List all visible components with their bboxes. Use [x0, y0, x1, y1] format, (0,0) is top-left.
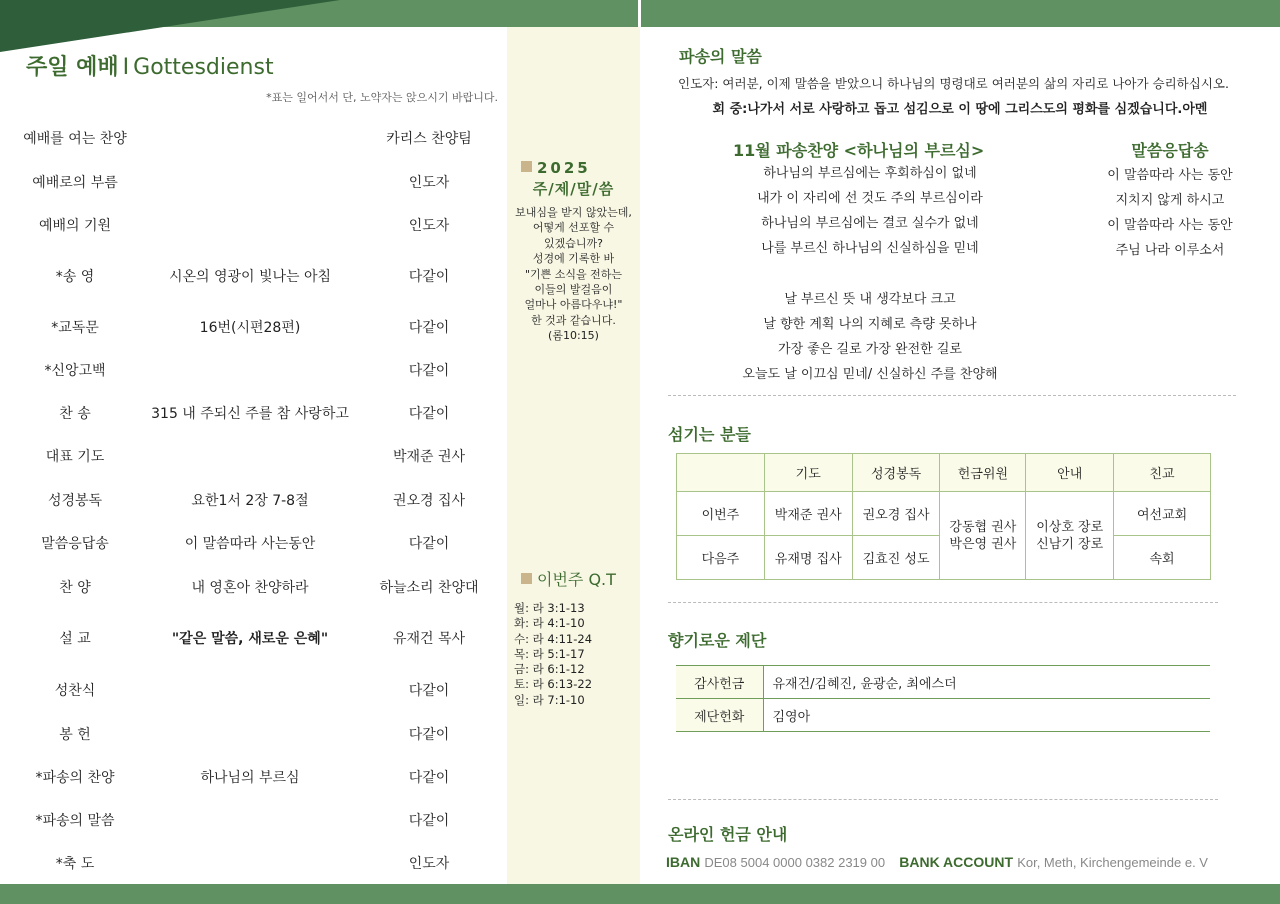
- qt-item: 화: 라 4:1-10: [514, 616, 585, 631]
- order-item-name: *파송의 찬양: [35, 770, 115, 786]
- order-item-name: *교독문: [51, 320, 99, 336]
- qt-list: [514, 601, 634, 708]
- order-item-content: 이 말씀따라 사는동안: [184, 536, 316, 552]
- offering-label: 제단헌화: [676, 699, 763, 732]
- order-item-leader: 인도자: [408, 175, 450, 191]
- order-row: [0, 628, 505, 652]
- order-item-name: *파송의 말씀: [35, 813, 115, 829]
- order-item-name: *축 도: [55, 856, 95, 872]
- order-item-content: 16번(시편28편): [199, 320, 301, 336]
- lyric-line: 지치지 않게 하시고: [1115, 193, 1225, 208]
- sending-congregation-text: 회 중:나가서 서로 사랑하고 돕고 섬김으로 이 땅에 그리스도의 평화를 심겠습니다.아멘: [712, 102, 1208, 117]
- order-item-name: 성경봉독: [47, 493, 103, 509]
- lyric-line: 내가 이 자리에 선 것도 주의 부르심이라: [757, 191, 983, 206]
- offering-value: 유재건/김혜진, 윤광순, 최에스더: [763, 666, 1210, 699]
- order-item-name: 대표 기도: [45, 449, 105, 465]
- bottom-band: [0, 884, 1280, 904]
- qt-item: 수: 라 4:11-24: [514, 631, 593, 646]
- table-header-cell: [677, 454, 765, 492]
- order-row: [0, 810, 505, 834]
- guide-cell: 이상호 장로 신남기 장로: [1026, 492, 1114, 580]
- offering-committee-cell: 강동협 권사 박은영 권사: [940, 492, 1026, 580]
- theme-label: 주/제/말/씀: [532, 180, 615, 198]
- order-row: [0, 172, 505, 196]
- sending-leader-text: 인도자: 여러분, 이제 말씀을 받았으니 하나님의 명령대로 여러분의 삶의 자리로 나아가 승리하십시오.: [678, 76, 1229, 91]
- order-item-name: 성찬식: [54, 683, 96, 699]
- sermon-title: "같은 말씀, 새로운 은혜": [171, 631, 329, 647]
- order-row: [0, 360, 505, 384]
- order-row: [0, 724, 505, 748]
- table-row: [677, 492, 1211, 536]
- theme-line: 어떻게 선포할 수: [532, 221, 615, 235]
- order-item-leader: 다같이: [408, 320, 450, 336]
- order-item-leader: 다같이: [408, 363, 450, 379]
- lyric-line: 날 향한 계획 나의 지혜로 측량 못하나: [763, 317, 977, 332]
- theme-line: 한 것과 같습니다.: [531, 313, 616, 327]
- theme-line: 보내심을 받지 않았는데,: [515, 206, 632, 219]
- fellowship-cell: 여선교회: [1114, 492, 1211, 536]
- prayer-cell: 유재명 집사: [764, 536, 852, 580]
- lyric-line: 오늘도 날 이끄심 믿네/ 신실하신 주를 찬양해: [742, 367, 998, 382]
- offering-value: 김영아: [763, 699, 1210, 732]
- lyric-line: 나를 부르신 하나님의 신실하심을 믿네: [761, 241, 979, 256]
- standing-note: *표는 일어서서 단, 노약자는 앉으시기 바랍니다.: [266, 91, 498, 104]
- servers-table: [676, 453, 1211, 580]
- order-row: [0, 680, 505, 704]
- order-item-content: 요한1서 2장 7-8절: [191, 493, 309, 509]
- servers-title: 섬기는 분들: [668, 425, 751, 444]
- lyric-line: 이 말씀따라 사는 동안: [1107, 218, 1233, 233]
- response-lyrics: [1090, 163, 1250, 263]
- theme-line: "기쁜 소식을 전하는: [524, 267, 623, 281]
- theme-line: (롬10:15): [548, 329, 599, 343]
- bank-account-value: Kor, Meth, Kirchengemeinde e. V: [1017, 855, 1208, 870]
- order-item-leader: 다같이: [408, 269, 450, 285]
- order-item-name: 찬 송: [59, 406, 91, 422]
- table-row: [676, 699, 1210, 732]
- order-item-leader: 인도자: [408, 218, 450, 234]
- order-row: [0, 317, 505, 341]
- hymn-verse-1: [700, 161, 1040, 261]
- lyric-line: 가장 좋은 길로 가장 완전한 길로: [778, 342, 962, 357]
- qt-item: 금: 라 6:1-12: [514, 662, 585, 677]
- online-offering-title: 온라인 헌금 안내: [668, 825, 788, 844]
- week-label: 다음주: [677, 536, 765, 580]
- order-item-content: 시온의 영광이 빛나는 아침: [168, 269, 332, 285]
- order-item-content: 내 영혼아 찬양하라: [191, 580, 309, 596]
- order-item-name: 설 교: [59, 631, 91, 647]
- order-item-name: 봉 헌: [59, 727, 91, 743]
- theme-line: 얼마나 아름다우냐!": [524, 298, 623, 312]
- table-header-cell: 성경봉독: [852, 454, 940, 492]
- reading-cell: 권오경 집사: [852, 492, 940, 536]
- response-title: 말씀응답송: [1131, 141, 1209, 160]
- table-header-cell: 헌금위원: [940, 454, 1026, 492]
- order-row: [0, 403, 505, 427]
- table-header-cell: 안내: [1026, 454, 1114, 492]
- order-item-leader: 인도자: [408, 856, 450, 872]
- theme-year-heading: [507, 159, 640, 177]
- theme-line: 이들의 발걸음이: [534, 283, 613, 297]
- theme-column-background: [507, 27, 640, 884]
- prayer-cell: 박재준 권사: [764, 492, 852, 536]
- page-fold-divider: [638, 0, 641, 27]
- order-row: [0, 128, 505, 152]
- order-item-name: 예배로의 부름: [32, 175, 118, 191]
- lyric-line: 날 부르신 뜻 내 생각보다 크고: [784, 292, 956, 307]
- order-item-leader: 유재건 목사: [392, 631, 466, 647]
- order-item-name: 예배의 기원: [38, 218, 112, 234]
- reading-cell: 김효진 성도: [852, 536, 940, 580]
- bank-info: [666, 854, 1218, 871]
- lyric-line: 주님 나라 이루소서: [1115, 243, 1225, 258]
- qt-item: 목: 라 5:1-17: [514, 646, 585, 661]
- order-row: [0, 767, 505, 791]
- square-bullet-icon: [521, 161, 532, 172]
- week-label: 이번주: [677, 492, 765, 536]
- table-row: [676, 666, 1210, 699]
- order-row: [0, 577, 505, 601]
- order-item-leader: 다같이: [408, 536, 450, 552]
- order-item-name: 말씀응답송: [41, 536, 109, 552]
- worship-title: [26, 50, 274, 81]
- offering-label: 감사헌금: [676, 666, 763, 699]
- order-row: [0, 446, 505, 470]
- bank-account-label: BANK ACCOUNT: [899, 854, 1014, 870]
- theme-line: 있겠습니까?: [544, 236, 603, 250]
- order-item-leader: 다같이: [408, 813, 450, 829]
- order-row: [0, 490, 505, 514]
- order-item-leader: 다같이: [408, 683, 450, 699]
- order-item-leader: 다같이: [408, 770, 450, 786]
- offering-table: [676, 665, 1210, 732]
- order-item-name: 찬 양: [59, 580, 91, 596]
- lyric-line: 하나님의 부르심에는 후회하심이 없네: [763, 166, 977, 181]
- hymn-verse-2: [700, 287, 1040, 387]
- order-item-leader: 하늘소리 찬양대: [379, 580, 479, 596]
- sending-title: 파송의 말씀: [679, 47, 762, 66]
- worship-title-separator: I: [122, 55, 130, 80]
- order-item-leader: 다같이: [408, 406, 450, 422]
- table-header-cell: 기도: [764, 454, 852, 492]
- order-item-leader: 카리스 찬양팀: [386, 131, 472, 147]
- qt-item: 일: 라 7:1-10: [514, 692, 585, 707]
- qt-item: 토: 라 6:13-22: [514, 677, 593, 692]
- order-row: [0, 215, 505, 239]
- section-divider: [668, 799, 1218, 800]
- lyric-line: 하나님의 부르심에는 결코 실수가 없네: [761, 216, 979, 231]
- order-item-name: 예배를 여는 찬양: [23, 131, 127, 147]
- order-item-leader: 권오경 집사: [392, 493, 466, 509]
- order-row: [0, 853, 505, 877]
- fellowship-cell: 속회: [1114, 536, 1211, 580]
- iban-label: IBAN: [666, 854, 701, 870]
- order-item-name: *송 영: [55, 269, 95, 285]
- qt-item: 월: 라 3:1-13: [514, 601, 585, 615]
- order-item-content: 315 내 주되신 주를 참 사랑하고: [151, 406, 349, 422]
- worship-title-ko: 주일 예배: [26, 55, 119, 80]
- table-header-cell: 친교: [1114, 454, 1211, 492]
- square-bullet-icon: [521, 573, 532, 584]
- order-row: [0, 266, 505, 290]
- theme-line: 성경에 기록한 바: [532, 252, 615, 266]
- iban-value: DE08 5004 0000 0382 2319 00: [704, 855, 886, 870]
- order-item-name: *신앙고백: [44, 363, 106, 379]
- table-header-row: [677, 454, 1211, 492]
- order-item-leader: 다같이: [408, 727, 450, 743]
- section-divider: [668, 602, 1218, 603]
- qt-heading: [507, 567, 640, 590]
- order-row: [0, 533, 505, 557]
- order-item-leader: 박재준 권사: [392, 449, 466, 465]
- theme-year: 2025: [537, 159, 591, 177]
- qt-title: 이번주 Q.T: [537, 570, 616, 589]
- hymn-title: 11월 파송찬양 <하나님의 부르심>: [733, 141, 985, 160]
- offering-title: 향기로운 제단: [668, 631, 767, 650]
- order-item-content: 하나님의 부르심: [200, 770, 300, 786]
- lyric-line: 이 말씀따라 사는 동안: [1107, 168, 1233, 183]
- theme-verse: [509, 205, 638, 344]
- section-divider: [668, 395, 1236, 396]
- worship-title-en: Gottesdienst: [133, 55, 274, 80]
